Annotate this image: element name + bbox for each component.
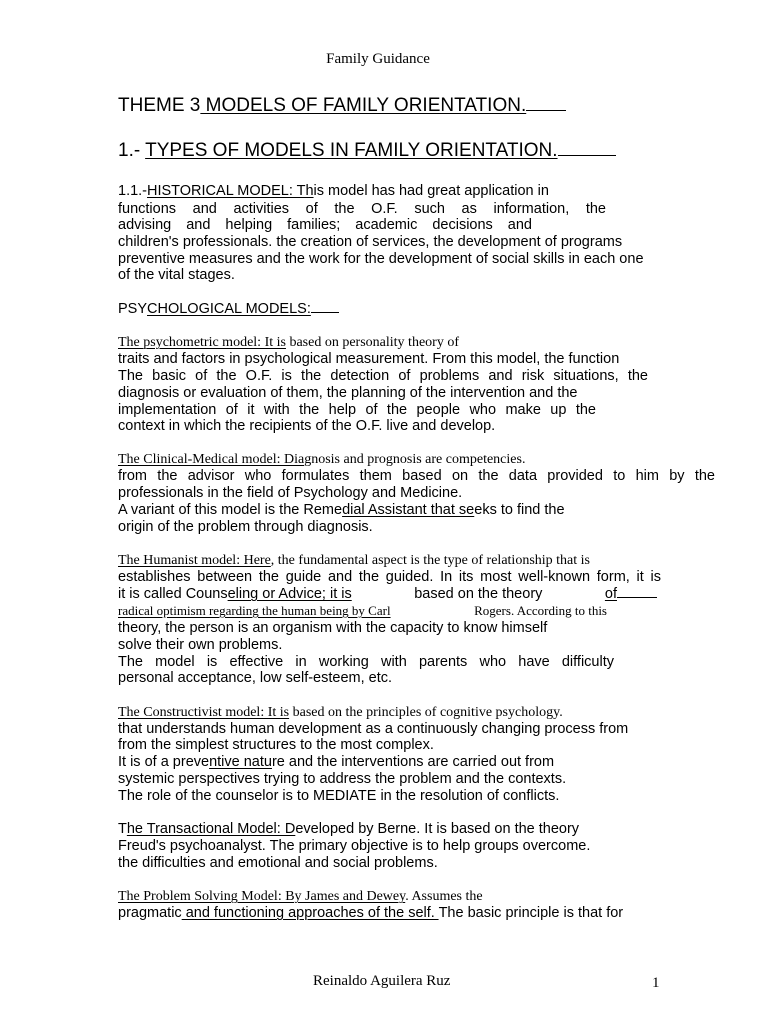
- underlined-text: radical optimism regarding the human being by Carl: [118, 603, 391, 618]
- paragraph-text: gnosis and prognosis are competencies.: [304, 452, 526, 467]
- paragraph-line: [118, 336, 459, 350]
- heading-text: PSY: [118, 301, 148, 317]
- paragraph-line: from the simplest structures to the most complex.: [118, 737, 434, 753]
- paragraph-line: [118, 822, 579, 837]
- paragraph-line: [118, 184, 549, 199]
- heading-number: 1.1.-: [118, 183, 148, 199]
- model-heading: The Problem Solving Model: By James and Dewey: [118, 889, 406, 904]
- paragraph-text: , the fundamental aspect is the type of relationship that is: [270, 553, 590, 568]
- paragraph-text: . Assumes the: [405, 889, 483, 904]
- model-heading: The Clinical-Medical model: Dia: [118, 452, 305, 467]
- paragraph-text: T: [118, 821, 127, 837]
- paragraph-line: preventive measures and the work for the development of social skills in each one: [118, 251, 644, 267]
- heading-rule: [311, 311, 339, 313]
- paragraph-line: traits and factors in psychological measurement. From this model, the function: [118, 351, 620, 367]
- paragraph-text: based on the theory: [410, 586, 547, 602]
- paragraph-text: is model has had great application in: [313, 183, 549, 199]
- running-header: Family Guidance: [326, 51, 430, 67]
- theme-number: THEME 3: [118, 95, 201, 116]
- paragraph-line: [118, 604, 607, 617]
- paragraph-line: the difficulties and emotional and social problems.: [118, 855, 438, 871]
- paragraph-text: The basic principle is that for: [438, 905, 624, 921]
- underlined-text: dial Assistant that se: [342, 502, 475, 518]
- paragraph-text: it is called Counseling or Advice; it is: [118, 586, 352, 602]
- paragraph-text: based on personality theory of: [285, 335, 459, 350]
- paragraph-line: theory, the person is an organism with the capacity to know himself: [118, 620, 548, 636]
- paragraph-line: implementation of it with the help of the people who make up the: [118, 402, 596, 418]
- underlined-text: and functioning approaches of the self.: [181, 905, 439, 921]
- paragraph-text: eveloped by Berne. It is based on the theory: [295, 821, 580, 837]
- model-heading: The psychometric model: It is: [118, 335, 286, 350]
- paragraph-line: origin of the problem through diagnosis.: [118, 519, 373, 535]
- paragraph-line: [118, 890, 483, 904]
- paragraph-line: [118, 706, 563, 720]
- paragraph-line: The basic of the O.F. is the detection of problems and risk situations, the: [118, 368, 648, 384]
- paragraph-line: systemic perspectives trying to address the problem and the contexts.: [118, 771, 567, 787]
- section-number: 1.-: [118, 140, 146, 161]
- model-heading: he Transactional Model: D: [126, 821, 296, 837]
- underlined-text: of: [605, 587, 657, 602]
- paragraph-line: advising and helping families; academic decisions and: [118, 217, 532, 233]
- paragraph-line: functions and activities of the O.F. such as information, the: [118, 201, 606, 217]
- model-heading: The Constructivist model: It is: [118, 705, 290, 720]
- paragraph-line: The role of the counselor is to MEDIATE in the resolution of conflicts.: [118, 788, 560, 804]
- paragraph-line: from the advisor who formulates them based on the data provided to him by the: [118, 468, 715, 484]
- paragraph-line: [118, 453, 525, 467]
- paragraph-text: It is of a preventive nature and the interventions are carried out from: [118, 754, 555, 770]
- paragraph-line: [118, 906, 623, 921]
- paragraph-line: Freud's psychoanalyst. The primary objective is to help groups overcome.: [118, 838, 591, 854]
- paragraph-line: The model is effective in working with parents who have difficulty: [118, 654, 614, 670]
- heading-text: CHOLOGICAL MODELS:: [147, 301, 311, 317]
- model-heading: The Humanist model: Here: [118, 553, 271, 568]
- paragraph-text: based on the principles of cognitive psychology.: [289, 705, 563, 720]
- paragraph-line: of the vital stages.: [118, 267, 235, 283]
- title-rule: [526, 109, 566, 111]
- section-name: TYPES OF MODELS IN FAMILY ORIENTATION.: [145, 140, 558, 161]
- footer-author: Reinaldo Aguilera Ruz: [313, 973, 451, 989]
- underlined-text: eling or Advice; it is: [227, 586, 352, 602]
- paragraph-text: pragmatic: [118, 905, 182, 921]
- paragraph-line: personal acceptance, low self-esteem, etc.: [118, 670, 393, 686]
- section-title: [118, 141, 616, 160]
- paragraph-line: that understands human development as a continuously changing process from: [118, 721, 629, 737]
- paragraph-text: A variant of this model is the Reme: [118, 502, 343, 518]
- paragraph-text: Rogers. According to this: [470, 603, 607, 618]
- paragraph-line: establishes between the guide and the guided. In its most well-known form, it is: [118, 569, 661, 585]
- title-rule: [558, 154, 616, 156]
- theme-name: MODELS OF FAMILY ORIENTATION.: [200, 95, 527, 116]
- paragraph-line: children's professionals. the creation of services, the development of programs: [118, 234, 623, 250]
- page-number: 1: [652, 975, 660, 991]
- paragraph-line: [118, 503, 565, 518]
- theme-title: [118, 96, 566, 115]
- paragraph-line: solve their own problems.: [118, 637, 283, 653]
- paragraph-line: diagnosis or evaluation of them, the planning of the intervention and the: [118, 385, 578, 401]
- paragraph-line: [118, 587, 657, 602]
- paragraph-line: [118, 755, 638, 770]
- model-heading: HISTORICAL MODEL: Th: [147, 183, 314, 199]
- paragraph-line: context in which the recipients of the O.F. live and develop.: [118, 418, 496, 434]
- paragraph-text: eks to find the: [474, 502, 565, 518]
- subsection-heading: [118, 302, 339, 317]
- underlined-text: ntive natu: [209, 754, 272, 770]
- paragraph-line: professionals in the field of Psychology and Medicine.: [118, 485, 463, 501]
- paragraph-line: [118, 554, 590, 568]
